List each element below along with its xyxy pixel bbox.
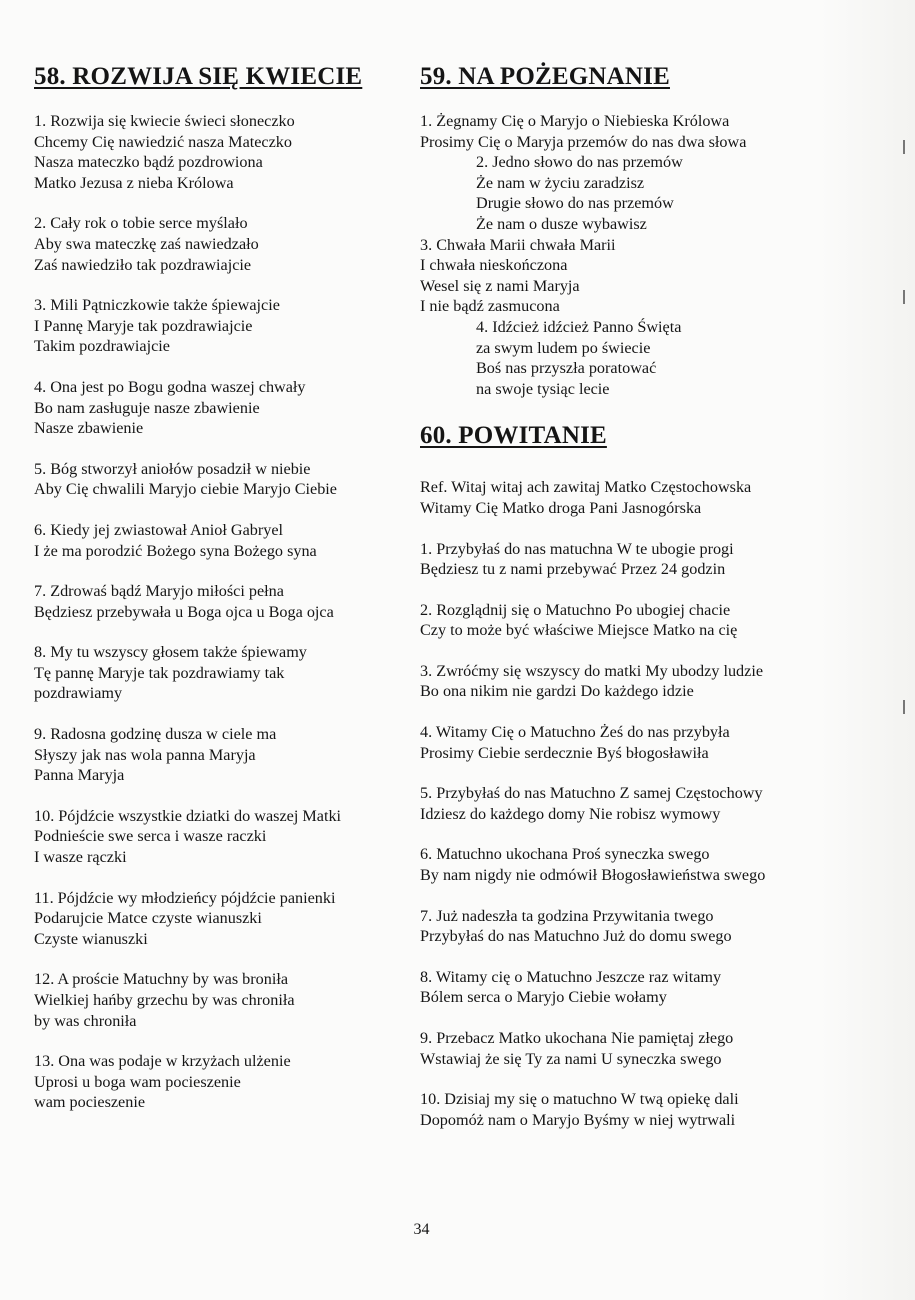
song-60-title: 60. POWITANIE <box>420 422 607 450</box>
song-60-stanza-6: 6. Matuchno ukochana Proś syneczka swego By nam nigdy nie odmówił Błogosławieństwa swego <box>420 845 766 885</box>
song-58-stanza-2: 2. Cały rok o tobie serce myślało Aby swa mateczkę zaś nawiedzało Zaś nawiedziło tak pozdrawiajcie <box>34 214 259 274</box>
song-60-stanza-4: 4. Witamy Cię o Matuchno Żeś do nas przybyła Prosimy Ciebie serdecznie Byś błogosławiła <box>420 723 730 762</box>
song-59-stanza-2: 2. Jedno słowo do nas przemów Że nam w życiu zaradzisz Drugie słowo do nas przemów Że nam o dusze wybawisz <box>476 153 683 233</box>
edge-mark <box>903 700 905 714</box>
song-60-stanza-2: 2. Rozglądnij się o Matuchno Po ubogiej chacie Czy to może być właściwe Miejsce Matko na cię <box>420 600 738 640</box>
song-58-stanza-5: 5. Bóg stworzył aniołów posadził w niebie Aby Cię chwalili Maryjo ciebie Maryjo Ciebie <box>34 459 337 499</box>
song-60-stanza-10: 10. Dzisiaj my się o matuchno W twą opiekę dali Dopomóż nam o Maryjo Byśmy w niej wytrwali <box>420 1090 739 1129</box>
song-58-title: 58. ROZWIJA SIĘ KWIECIE <box>34 63 363 90</box>
song-58-stanza-3: 3. Mili Pątniczkowie także śpiewajcie I Pannę Maryje tak pozdrawiajcie Takim pozdrawiajcie <box>34 296 280 356</box>
page-number: 34 <box>413 1221 430 1238</box>
song-58-stanza-6: 6. Kiedy jej zwiastował Anioł Gabryel I że ma porodzić Bożego syna Bożego syna <box>34 520 317 560</box>
song-60-stanza-8: 8. Witamy cię o Matuchno Jeszcze raz witamy Bólem serca o Maryjo Ciebie wołamy <box>420 967 722 1007</box>
song-58-stanza-10: 10. Pójdźcie wszystkie dziatki do waszej Matki Podnieście swe serca i wasze raczki I wasze rączki <box>34 806 342 867</box>
song-58-column <box>34 60 399 1113</box>
song-58-stanza-12: 12. A proście Matuchny by was broniła Wielkiej hańby grzechu by was chroniła by was chroniła <box>34 970 295 1030</box>
edge-mark <box>903 290 905 304</box>
song-60-stanza-1: 1. Przybyłaś do nas matuchna W te ubogie progi Będziesz tu z nami przebywać Przez 24 godzin <box>420 539 734 579</box>
songs-59-60-column <box>420 60 820 1130</box>
song-60-refrain: Ref. Witaj witaj ach zawitaj Matko Częstochowska Witamy Cię Matko droga Pani Jasnogórska <box>420 478 752 517</box>
song-58-stanza-13: 13. Ona was podaje w krzyżach ulżenie Uprosi u boga wam pocieszenie wam pocieszenie <box>34 1052 291 1112</box>
song-58-stanza-8: 8. My tu wszyscy głosem także śpiewamy Tę pannę Maryje tak pozdrawiamy tak pozdrawiamy <box>34 643 307 703</box>
edge-mark <box>903 140 905 154</box>
song-58-stanza-11: 11. Pójdźcie wy młodzieńcy pójdźcie panienki Podarujcie Matce czyste wianuszki Czyste wianuszki <box>34 888 336 948</box>
song-58-stanza-1: 1. Rozwija się kwiecie świeci słoneczko Chcemy Cię nawiedzić nasza Mateczko Nasza mateczko bądź pozdrowiona Matko Jezusa z nieba Królowa <box>34 112 295 192</box>
song-60-stanza-5: 5. Przybyłaś do nas Matuchno Z samej Częstochowy Idziesz do każdego domy Nie robisz wymowy <box>420 784 763 823</box>
song-59-stanza-3: 3. Chwała Marii chwała Marii I chwała nieskończona Wesel się z nami Maryja I nie bądź zasmucona <box>420 235 616 316</box>
song-60-stanza-7: 7. Już nadeszła ta godzina Przywitania twego Przybyłaś do nas Matuchno Już do domu swego <box>420 906 732 946</box>
song-60-stanza-3: 3. Zwróćmy się wszyscy do matki My ubodzy ludzie Bo ona nikim nie gardzi Do każdego idzie <box>420 661 764 701</box>
song-60-body <box>420 477 820 1130</box>
song-58-stanza-7: 7. Zdrowaś bądź Maryjo miłości pełna Będziesz przebywała u Boga ojca u Boga ojca <box>34 582 334 621</box>
song-60-stanza-9: 9. Przebacz Matko ukochana Nie pamiętaj złego Wstawiaj że się Ty za nami U syneczka swego <box>420 1029 734 1068</box>
song-58-stanza-4: 4. Ona jest po Bogu godna waszej chwały Bo nam zasługuje nasze zbawienie Nasze zbawienie <box>34 377 306 438</box>
song-58-stanza-9: 9. Radosna godzinę dusza w ciele ma Słyszy jak nas wola panna Maryja Panna Maryja <box>34 725 277 785</box>
song-59-stanza-4: 4. Idźcież idźcież Panno Święta za swym ludem po świecie Boś nas przyszła poratować na swoje tysiąc lecie <box>476 317 682 398</box>
page-edge-shadow <box>820 0 915 1300</box>
song-59-title: 59. NA POŻEGNANIE <box>420 63 670 90</box>
song-59-stanza-1: 1. Żegnamy Cię o Maryjo o Niebieska Królowa Prosimy Cię o Maryja przemów do nas dwa słowa <box>420 112 747 151</box>
